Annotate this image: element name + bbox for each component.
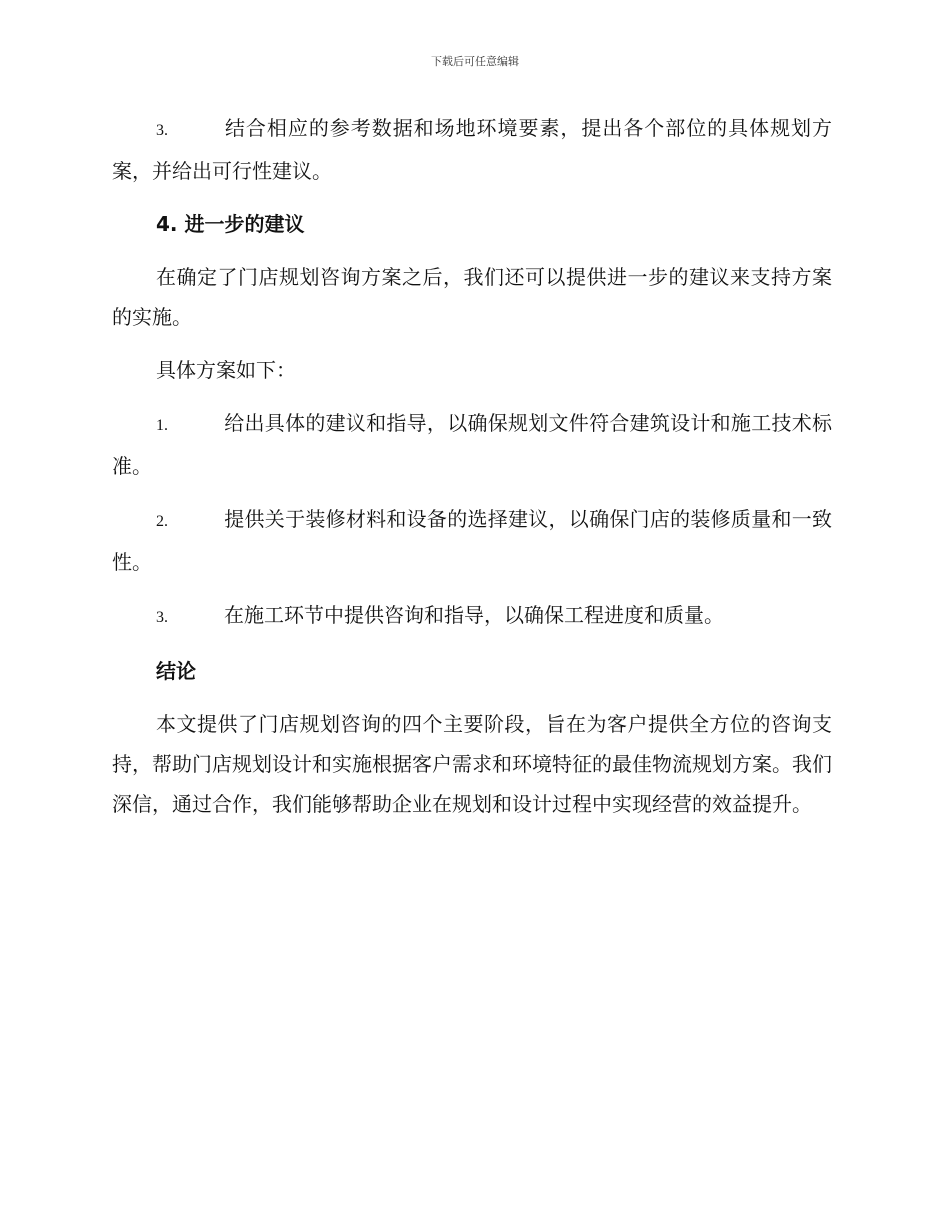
list-text: 在施工环节中提供咨询和指导，以确保工程进度和质量。	[224, 603, 724, 627]
section-lead-paragraph: 具体方案如下：	[156, 358, 296, 382]
list-number: 3.	[156, 122, 168, 139]
conclusion-paragraph: 本文提供了门店规划咨询的四个主要阶段，旨在为客户提供全方位的咨询支持，帮助门店规划设计和实施根据客户需求和环境特征的最佳物流规划方案。我们深信，通过合作，我们能够帮助企业在规划和设计过程中实现经营的效益提升。	[112, 712, 832, 816]
page-header: 下载后可任意编辑	[431, 55, 519, 68]
section-intro-paragraph: 在确定了门店规划咨询方案之后，我们还可以提供进一步的建议来支持方案的实施。	[112, 265, 832, 329]
section-heading: 4. 进一步的建议	[156, 212, 305, 236]
list-number: 2.	[156, 513, 168, 530]
list-item	[112, 108, 832, 191]
document-body	[112, 108, 832, 837]
list-number: 1.	[156, 417, 168, 434]
list-number: 3.	[156, 609, 168, 626]
list-text: 提供关于装修材料和设备的选择建议，以确保门店的装修质量和一致性。	[112, 507, 832, 574]
list-text: 给出具体的建议和指导，以确保规划文件符合建筑设计和施工技术标准。	[112, 411, 832, 478]
conclusion-heading: 结论	[156, 659, 196, 683]
list-text: 结合相应的参考数据和场地环境要素，提出各个部位的具体规划方案，并给出可行性建议。	[112, 116, 832, 183]
list-item	[112, 403, 832, 486]
list-item	[112, 595, 832, 638]
list-item	[112, 499, 832, 582]
